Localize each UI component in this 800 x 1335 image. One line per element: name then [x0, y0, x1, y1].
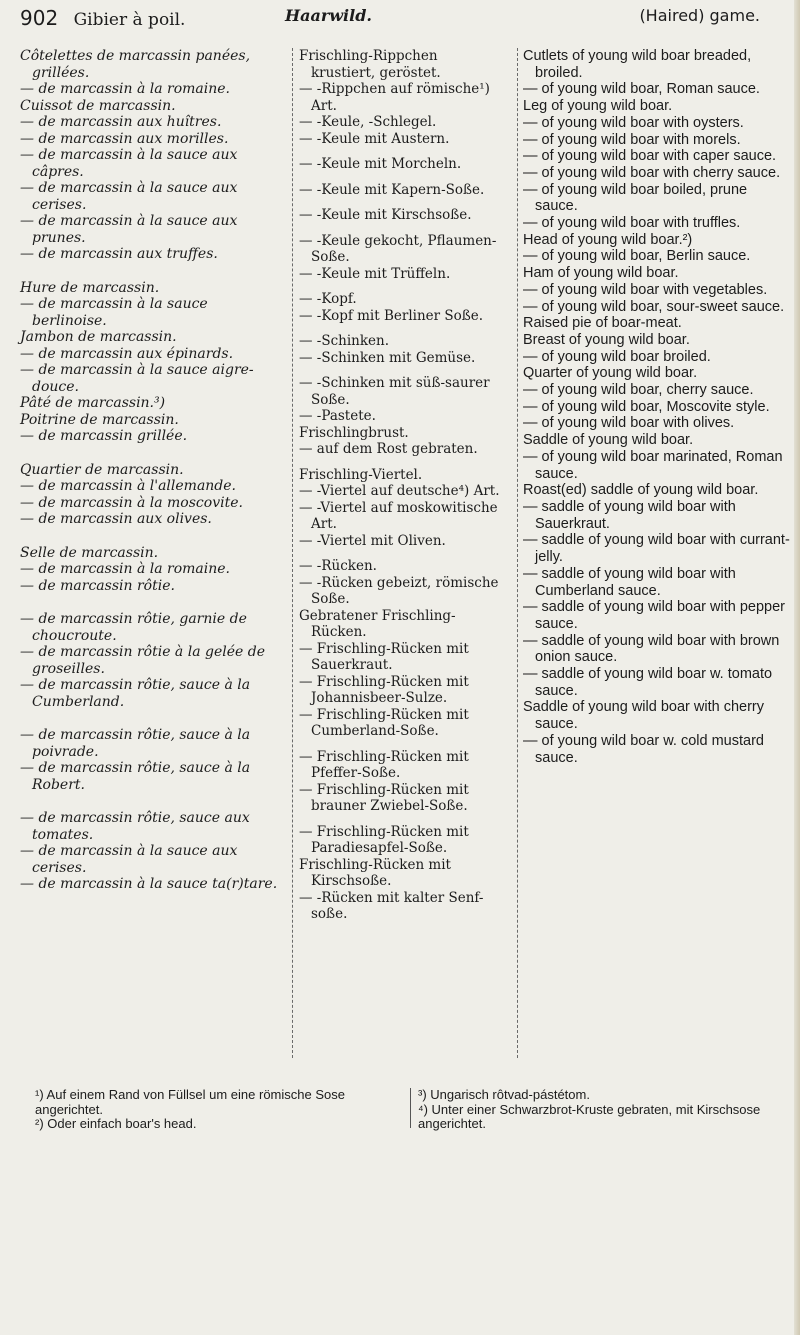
english-entry: Ham of young wild boar. [523, 265, 679, 282]
german-entry: — -Rippchen auf römische¹) Art. [299, 81, 490, 114]
german-entry: Frischling-Rücken mit Kirschsoße. [299, 856, 451, 889]
header-left [20, 6, 185, 30]
german-entry: — Frischling-Rücken mit Sauerkraut. [299, 640, 469, 673]
english-entry: — of young wild boar, sour-sweet sauce. [523, 298, 785, 315]
german-entry: — Frischling-Rücken mit Johannisbeer-Sulze. [299, 673, 469, 706]
english-entry: Raised pie of boar-meat. [523, 315, 682, 332]
page-edge-shadow [794, 0, 800, 1335]
english-entry: — of young wild boar marinated, Roman sauce. [523, 448, 783, 482]
french-entry: — de marcassin à la sauce aux cerises. [20, 180, 238, 213]
french-entry: — de marcassin rôtie. [20, 577, 175, 594]
german-entry: — -Rücken. [299, 558, 377, 574]
french-entry: — de marcassin aux olives. [20, 511, 212, 527]
english-entry: Saddle of young wild boar with cherry sauce. [523, 699, 764, 733]
footnote: ³) Ungarisch rôtvad-pástétom. [418, 1087, 590, 1102]
english-entry: — of young wild boar with olives. [523, 415, 735, 432]
french-entry: — de marcassin aux huîtres. [20, 114, 222, 130]
german-entry: — -Kopf. [299, 291, 357, 307]
german-entry: Frischling-Viertel. [299, 466, 423, 483]
german-entry: — -Keule gekocht, Pflaumen-Soße. [299, 232, 497, 265]
french-entry: — de marcassin rôtie à la gelée de groseilles. [20, 644, 265, 677]
french-column [20, 48, 282, 893]
english-entry: — of young wild boar with vegetables. [523, 281, 768, 298]
english-entry: — of young wild boar boiled, prune sauce. [523, 181, 748, 215]
french-entry: — de marcassin à la moscovite. [20, 494, 243, 511]
footnotes-right [418, 1088, 788, 1132]
english-entry: — saddle of young wild boar with Sauerkraut. [523, 498, 736, 532]
footnote: ¹) Auf einem Rand von Füllsel um eine römische Sose angerichtet. [35, 1087, 345, 1117]
english-entry: — saddle of young wild boar with pepper sauce. [523, 599, 785, 632]
german-entry: — -Schinken mit süß-saurer Soße. [299, 375, 490, 408]
french-entry: Poitrine de marcassin. [20, 411, 179, 428]
german-entry: Frischlingbrust. [299, 424, 409, 441]
german-entry: — -Keule, -Schlegel. [299, 114, 437, 130]
french-entry: — de marcassin à la sauce aigre-douce. [20, 362, 254, 395]
french-entry: — de marcassin rôtie, garnie de choucroute. [20, 611, 247, 644]
page-header [20, 6, 780, 36]
german-entry: — -Kopf mit Berliner Soße. [299, 307, 484, 324]
header-left-title: Gibier à poil. [73, 10, 186, 30]
english-entry: — saddle of young wild boar w. tomato sauce. [523, 666, 773, 699]
french-entry: — de marcassin aux morilles. [20, 130, 229, 147]
header-center-title: Haarwild. [285, 6, 372, 25]
french-entry: Pâté de marcassin.³) [20, 395, 166, 411]
german-entry: Gebratener Frischling-Rücken. [299, 607, 456, 640]
french-entry: — de marcassin rôtie, sauce aux tomates. [20, 810, 250, 843]
french-entry: — de marcassin grillée. [20, 428, 188, 444]
german-entry: — -Rücken gebeizt, römische Soße. [299, 574, 499, 607]
german-column [292, 48, 504, 1058]
english-entry: Leg of young wild boar. [523, 98, 673, 115]
english-entry: — of young wild boar, cherry sauce. [523, 382, 754, 399]
english-entry: Cutlets of young wild boar breaded, broiled. [523, 48, 752, 81]
german-entry: — -Viertel auf moskowitische Art. [299, 499, 498, 532]
french-entry: Cuissot de marcassin. [20, 97, 176, 114]
english-entry: — of young wild boar with oysters. [523, 114, 744, 131]
english-entry: — saddle of young wild boar with currant-jelly. [523, 532, 790, 566]
french-entry: Selle de marcassin. [20, 544, 159, 561]
english-entry: — of young wild boar with caper sauce. [523, 148, 777, 165]
english-entry: — saddle of young wild boar with Cumberland sauce. [523, 565, 736, 599]
french-entry: — de marcassin rôtie, sauce à la Robert. [20, 760, 251, 793]
english-entry: Saddle of young wild boar. [523, 432, 694, 449]
french-entry: Jambon de marcassin. [20, 329, 177, 345]
german-entry: — -Keule mit Austern. [299, 130, 450, 147]
english-entry: Roast(ed) saddle of young wild boar. [523, 482, 759, 499]
english-entry: — of young wild boar with cherry sauce. [523, 164, 781, 181]
german-entry: — auf dem Rost gebraten. [299, 441, 478, 457]
english-entry: Head of young wild boar.²) [523, 231, 693, 248]
french-entry: — de marcassin aux épinards. [20, 345, 234, 362]
english-entry: — of young wild boar w. cold mustard sauce. [523, 732, 764, 766]
german-entry: — -Keule mit Morcheln. [299, 156, 462, 172]
english-entry: Breast of young wild boar. [523, 331, 690, 348]
german-entry: — Frischling-Rücken mit Paradiesapfel-Soße. [299, 823, 469, 856]
english-entry: — of young wild boar with truffles. [523, 215, 741, 232]
french-entry: — de marcassin aux truffes. [20, 246, 218, 262]
footnote: ²) Oder einfach boar's head. [35, 1116, 197, 1131]
english-entry: — of young wild boar, Moscovite style. [523, 398, 770, 415]
english-column [517, 48, 793, 1058]
english-entry: — of young wild boar, Roman sauce. [523, 81, 760, 98]
french-entry: — de marcassin rôtie, sauce à la poivrade. [20, 727, 251, 760]
french-entry: — de marcassin à la sauce berlinoise. [20, 296, 208, 329]
english-entry: — saddle of young wild boar with brown onion sauce. [523, 632, 780, 666]
french-entry: Hure de marcassin. [20, 279, 160, 296]
german-entry: — -Keule mit Kapern-Soße. [299, 181, 485, 198]
french-entry: — de marcassin à la sauce aux câpres. [20, 147, 238, 180]
german-entry: — -Keule mit Trüffeln. [299, 265, 451, 282]
french-entry: — de marcassin à la romaine. [20, 81, 231, 97]
page-number: 902 [20, 6, 59, 30]
footnotes-left [35, 1088, 405, 1132]
german-entry: — Frischling-Rücken mit Pfeffer-Soße. [299, 748, 469, 781]
french-entry: — de marcassin à la sauce aux cerises. [20, 843, 238, 876]
footnote: ⁴) Unter einer Schwarzbrot-Kruste gebraten, mit Kirschsose angerichtet. [418, 1101, 761, 1131]
french-entry: — de marcassin rôtie, sauce à la Cumberland. [20, 677, 251, 710]
english-entry: — of young wild boar, Berlin sauce. [523, 248, 751, 265]
french-entry: — de marcassin à l'allemande. [20, 478, 237, 494]
german-entry: — -Rücken mit kalter Senf-soße. [299, 889, 484, 922]
german-entry: — -Schinken mit Gemüse. [299, 349, 476, 366]
german-entry: — -Schinken. [299, 333, 390, 349]
english-entry: — of young wild boar with morels. [523, 131, 741, 148]
german-entry: — Frischling-Rücken mit Cumberland-Soße. [299, 706, 469, 739]
english-entry: — of young wild boar broiled. [523, 348, 711, 365]
french-entry: Côtelettes de marcassin panées, grillées. [20, 48, 251, 81]
french-entry: — de marcassin à la romaine. [20, 561, 231, 577]
german-entry: — Frischling-Rücken mit brauner Zwiebel-Soße. [299, 781, 469, 814]
header-right-title: (Haired) game. [639, 6, 760, 25]
french-entry: Quartier de marcassin. [20, 461, 184, 478]
french-entry: — de marcassin à la sauce ta(r)tare. [20, 876, 278, 892]
footnote-divider [410, 1088, 411, 1128]
english-entry: Quarter of young wild boar. [523, 365, 698, 382]
french-entry: — de marcassin à la sauce aux prunes. [20, 213, 238, 246]
german-entry: Frischling-Rippchen krustiert, geröstet. [299, 48, 441, 81]
german-entry: — -Pastete. [299, 408, 376, 424]
german-entry: — -Viertel auf deutsche⁴) Art. [299, 483, 500, 499]
german-entry: — -Viertel mit Oliven. [299, 532, 446, 549]
german-entry: — -Keule mit Kirschsoße. [299, 207, 472, 223]
